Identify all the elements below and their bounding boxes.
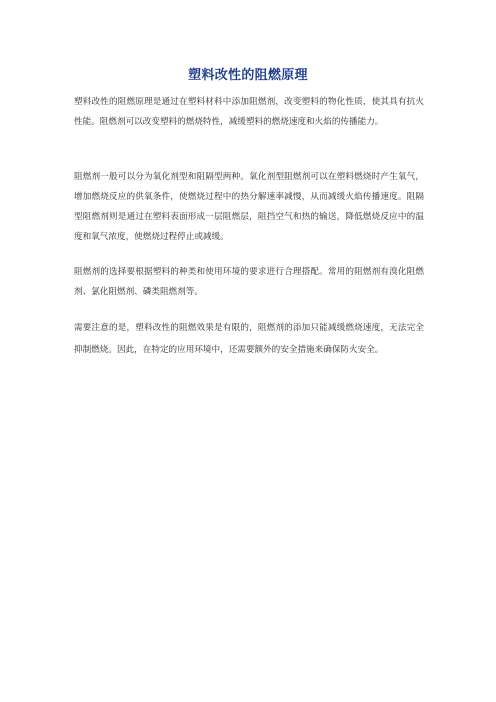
paragraph-selection: 阻燃剂的选择要根据塑料的种类和使用环境的要求进行合理搭配。常用的阻燃剂有溴化阻燃剂、氯化阻燃剂、磷类阻燃剂等。 — [74, 267, 424, 297]
paragraph-notes: 需要注意的是，塑料改性的阻燃效果是有限的，阻燃剂的添加只能减缓燃烧速度，无法完全抑制燃烧。因此，在特定的应用环境中，还需要额外的安全措施来确保防火安全。 — [74, 323, 424, 355]
document-title: 塑料改性的阻燃原理 — [188, 68, 308, 83]
paragraph-intro: 塑料改性的阻燃原理是通过在塑料材料中添加阻燃剂，改变塑料的物化性质，使其具有抗火性能。阻燃剂可以改变塑料的燃烧特性，减缓塑料的燃烧速度和火焰的传播能力。 — [74, 97, 424, 127]
paragraph-types: 阻燃剂一般可以分为氧化剂型和阻隔型两种。氧化剂型阻燃剂可以在塑料燃烧时产生氧气，增加燃烧反应的供氧条件，使燃烧过程中的热分解速率减慢，从而减缓火焰传播速度。阻隔型阻燃剂则是通过在塑料表面形成一层阻燃层，阻挡空气和热的输送，降低燃烧反应中的温度和氧气浓度，使燃烧过程停止或减缓。 — [74, 172, 424, 242]
